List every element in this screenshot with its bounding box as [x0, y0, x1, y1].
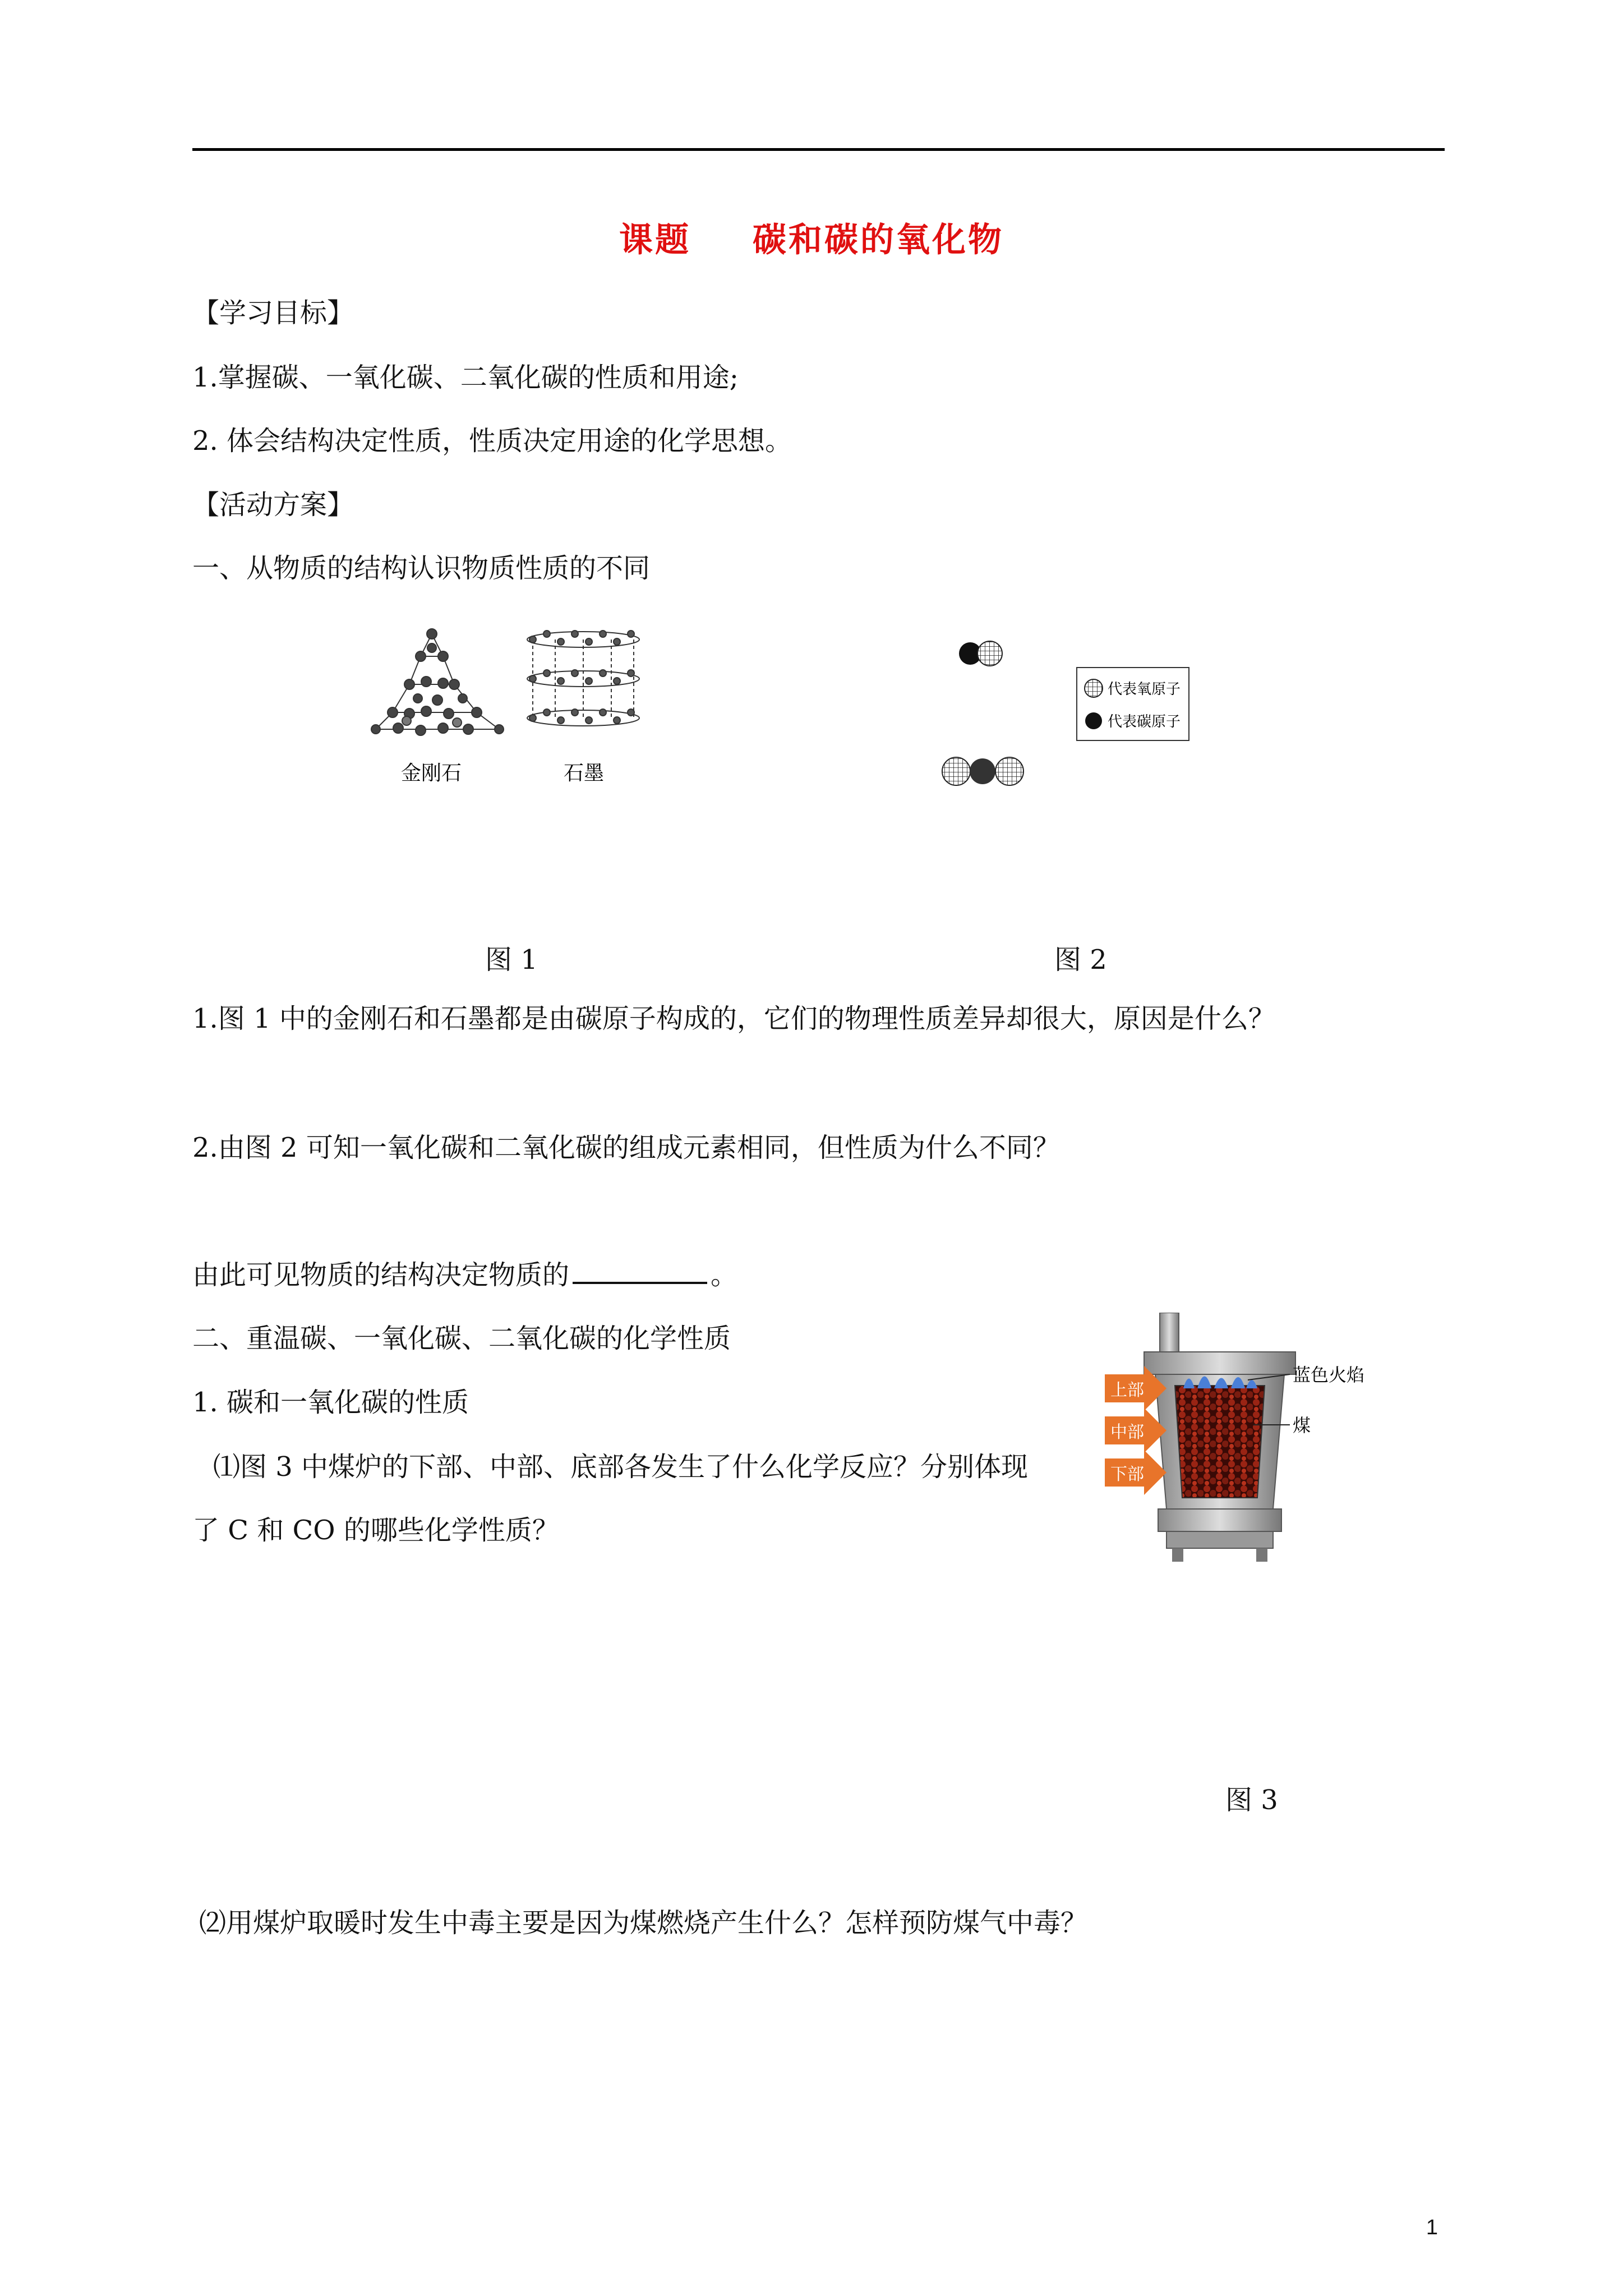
- figure-1-caption: 图 1: [485, 944, 538, 976]
- header-rule: [192, 148, 1445, 151]
- stove-body-icon: [1144, 1313, 1295, 1562]
- goal-1: 1.掌握碳、一氧化碳、二氧化碳的性质和用途;: [192, 362, 739, 393]
- figure-1: [365, 617, 656, 802]
- label-top: 上部: [1110, 1381, 1144, 1400]
- label-flame: 蓝色火焰: [1293, 1364, 1365, 1386]
- label-bottom: 下部: [1110, 1465, 1144, 1484]
- figure-3: [1105, 1313, 1419, 1576]
- label-middle: 中部: [1110, 1423, 1144, 1442]
- carbon-atom-icon: [1085, 712, 1102, 729]
- oxygen-atom-icon: [1085, 679, 1103, 697]
- goal-2: 2. 体会结构决定性质，性质决定用途的化学思想。: [192, 425, 792, 457]
- legend-oxygen: 代表氧原子: [1108, 681, 1181, 698]
- figure-2-caption: 图 2: [1054, 944, 1107, 976]
- goals-heading: 【学习目标】: [192, 297, 354, 329]
- activity-heading: 【活动方案】: [192, 489, 354, 521]
- diamond-label: 金刚石: [401, 762, 462, 785]
- label-coal: 煤: [1293, 1415, 1311, 1436]
- figure-2: [931, 628, 1200, 808]
- co2-molecule-icon: [942, 757, 1023, 785]
- question-a-line2: 了 C 和 CO 的哪些化学性质？: [192, 1515, 559, 1546]
- part2-sub1: 1. 碳和一氧化碳的性质: [192, 1387, 469, 1418]
- question-b: ⑵用煤炉取暖时发生中毒主要是因为煤燃烧产生什么？怎样预防煤气中毒？: [199, 1907, 1088, 1939]
- legend-carbon: 代表碳原子: [1108, 714, 1181, 730]
- conclusion-end: 。: [711, 1259, 738, 1291]
- arrow-middle-icon: [1105, 1408, 1166, 1453]
- question-a-line1: ⑴图 3 中煤炉的下部、中部、底部各发生了什么化学反应？分别体现: [213, 1451, 1029, 1483]
- figure-3-caption: 图 3: [1225, 1784, 1278, 1816]
- question-2: 2.由图 2 可知一氧化碳和二氧化碳的组成元素相同，但性质为什么不同？: [192, 1132, 1060, 1163]
- conclusion: [192, 1259, 737, 1292]
- legend-box: [1077, 668, 1189, 740]
- graphite-label: 石墨: [564, 762, 605, 785]
- question-1: 1.图 1 中的金刚石和石墨都是由碳原子构成的，它们的物理性质差异却很大，原因是什么？: [192, 1003, 1275, 1034]
- part2-heading: 二、重温碳、一氧化碳、二氧化碳的化学性质: [192, 1323, 731, 1354]
- answer-blank[interactable]: [573, 1259, 707, 1284]
- title-prefix: 课题: [619, 220, 691, 260]
- page-title: [0, 213, 1623, 261]
- graphite-structure-icon: [527, 631, 639, 726]
- co-molecule-icon: [959, 641, 1002, 666]
- diamond-structure-icon: [371, 629, 504, 735]
- title-main: 碳和碳的氧化物: [753, 220, 1004, 260]
- page-number: 1: [1426, 2216, 1438, 2239]
- conclusion-text: 由此可见物质的结构决定物质的: [192, 1259, 570, 1291]
- part1-heading: 一、从物质的结构认识物质性质的不同: [192, 553, 651, 584]
- arrow-bottom-icon: [1105, 1450, 1166, 1495]
